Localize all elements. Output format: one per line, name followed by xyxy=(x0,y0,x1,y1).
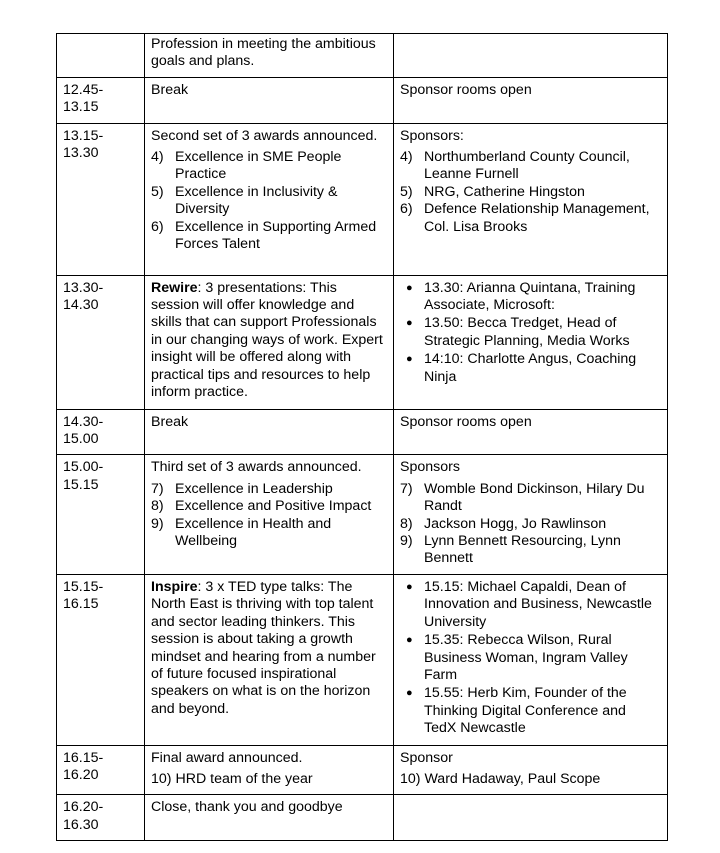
sponsor-item: 9) Lynn Bennett Resourcing, Lynn Bennett xyxy=(400,533,621,567)
speaker-item: ● 15.55: Herb Kim, Founder of the Thinking Digital Conference and TedX Newcastle xyxy=(406,685,627,737)
description-cell xyxy=(145,455,394,574)
speaker-item: ● 13.30: Arianna Quintana, Training Associate, Microsoft: xyxy=(406,279,636,314)
sponsors-heading: Sponsors: xyxy=(400,127,464,144)
table-row xyxy=(57,795,668,841)
table-row xyxy=(57,77,668,123)
sponsor-item: 4) Northumberland County Council, Leanne Furnell xyxy=(400,149,630,183)
sponsors-heading: Sponsor xyxy=(400,749,453,766)
time-cell: 13.15-13.30 xyxy=(57,123,145,275)
bullet-icon: ● xyxy=(406,634,413,647)
speaker-item: ● 15.15: Michael Capaldi, Dean of Innovation and Business, Newcastle University xyxy=(406,578,652,630)
session-description: : 3 presentations: This session will offer knowledge and skills that can support Professionals in our changing ways of work. Expert insight will be offered along with practical tips and resources to help inform practice. xyxy=(151,279,383,401)
bullet-icon: ● xyxy=(406,687,413,700)
sponsors-heading: Sponsors xyxy=(400,459,460,476)
sponsor-item: 10) Ward Hadaway, Paul Scope xyxy=(400,770,601,787)
description-cell: Break xyxy=(145,409,394,455)
sponsor-item: 7) Womble Bond Dickinson, Hilary Du Randt xyxy=(400,480,645,515)
sponsor-cell xyxy=(394,745,668,795)
sponsor-item: 8) Jackson Hogg, Jo Rawlinson xyxy=(400,515,607,532)
award-item: 5) Excellence in Inclusivity & Diversity xyxy=(151,183,338,218)
description-cell xyxy=(145,275,394,409)
bullet-icon: ● xyxy=(406,353,413,366)
speaker-item: ● 13.50: Becca Tredget, Head of Strategic Planning, Media Works xyxy=(406,315,630,349)
agenda-table xyxy=(56,33,668,841)
award-item: 6) Excellence in Supporting Armed Forces Talent xyxy=(151,218,377,253)
award-item: 7) Excellence in Leadership xyxy=(151,480,333,497)
sponsor-cell xyxy=(394,123,668,275)
time-cell xyxy=(57,34,145,78)
sponsor-item: 6) Defence Relationship Management, Col. Lisa Brooks xyxy=(400,201,650,235)
time-cell: 16.20-16.30 xyxy=(57,795,145,841)
table-row xyxy=(57,409,668,455)
session-description: : 3 x TED type talks: The North East is thriving with top talent and sector leading thinkers. This session is about taking a growth mindset and hearing from a number of future focused inspirational speakers on what is on the horizon and beyond. xyxy=(151,578,376,717)
bullet-icon: ● xyxy=(406,580,413,593)
award-item: 9) Excellence in Health and Wellbeing xyxy=(151,515,332,550)
bullet-icon: ● xyxy=(406,317,413,330)
time-cell: 16.15-16.20 xyxy=(57,745,145,795)
table-row xyxy=(57,455,668,574)
table-row xyxy=(57,123,668,275)
award-item: 8) Excellence and Positive Impact xyxy=(151,498,372,515)
session-name: Inspire xyxy=(151,578,198,595)
sponsor-cell: Sponsor rooms open xyxy=(394,77,668,123)
speaker-item: ● 15.35: Rebecca Wilson, Rural Business Woman, Ingram Valley Farm xyxy=(406,632,628,683)
sponsor-cell xyxy=(394,34,668,78)
description-cell xyxy=(145,745,394,795)
session-name: Rewire xyxy=(151,279,198,296)
speaker-item: ● 14:10: Charlotte Angus, Coaching Ninja xyxy=(406,351,637,385)
time-cell: 14.30-15.00 xyxy=(57,409,145,455)
description-cell xyxy=(145,123,394,275)
time-cell: 13.30-14.30 xyxy=(57,275,145,409)
sponsor-cell: Sponsor rooms open xyxy=(394,409,668,455)
description-cell: Close, thank you and goodbye xyxy=(145,795,394,841)
table-row xyxy=(57,34,668,78)
description-cell: Profession in meeting the ambitious goals and plans. xyxy=(145,34,394,78)
speaker-cell xyxy=(394,574,668,745)
bullet-icon: ● xyxy=(406,281,413,294)
sponsor-cell xyxy=(394,455,668,574)
award-item: 10) HRD team of the year xyxy=(151,770,313,787)
description-cell: Break xyxy=(145,77,394,123)
awards-intro: Second set of 3 awards announced. xyxy=(151,127,378,144)
time-cell: 15.15-16.15 xyxy=(57,574,145,745)
speaker-cell xyxy=(394,275,668,409)
table-row xyxy=(57,275,668,409)
sponsor-cell xyxy=(394,795,668,841)
table-row xyxy=(57,745,668,795)
table-row xyxy=(57,574,668,745)
time-cell: 15.00-15.15 xyxy=(57,455,145,574)
awards-intro: Third set of 3 awards announced. xyxy=(151,459,362,476)
description-cell xyxy=(145,574,394,745)
time-cell: 12.45-13.15 xyxy=(57,77,145,123)
award-item: 4) Excellence in SME People Practice xyxy=(151,149,342,183)
awards-intro: Final award announced. xyxy=(151,749,303,766)
sponsor-item: 5) NRG, Catherine Hingston xyxy=(400,183,585,200)
